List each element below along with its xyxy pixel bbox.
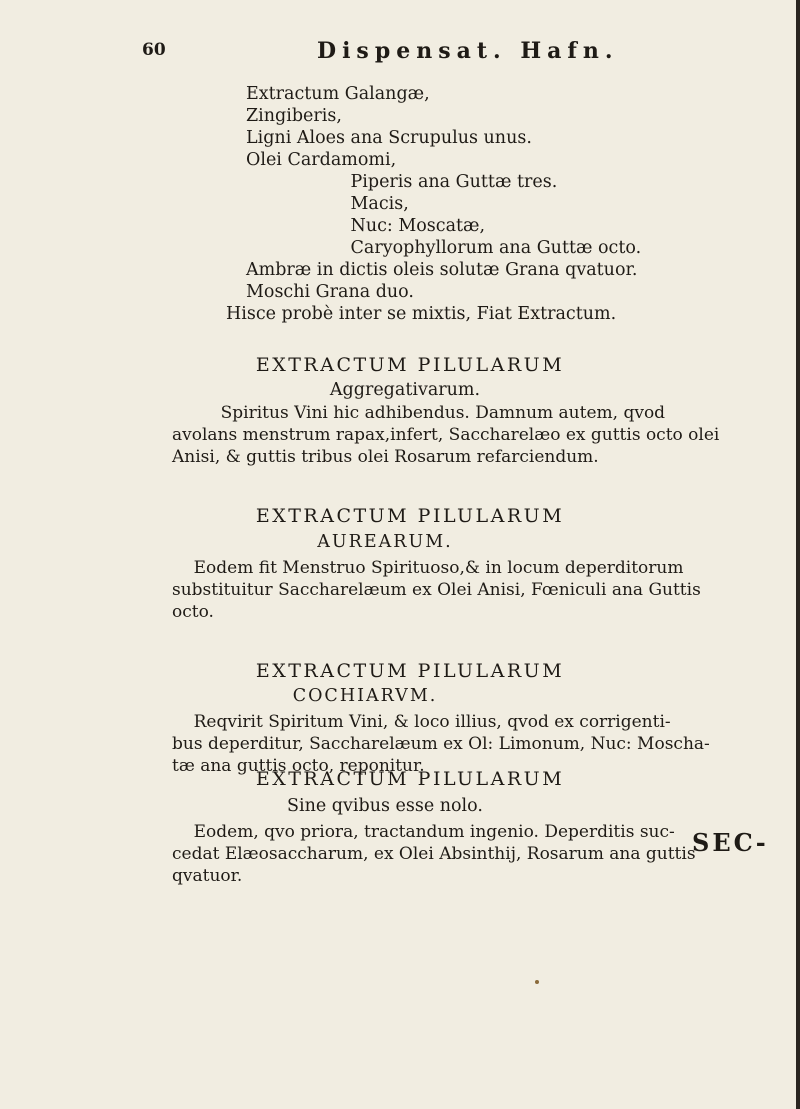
paragraph-line: bus deperditur, Saccharelæum ex Ol: Limonum, Nuc: Moscha- [172, 734, 710, 754]
section-title: EXTRACTUM PILULARUM [255, 768, 565, 790]
paragraph-line: Spiritus Vini hic adhibendus. Damnum autem, qvod [172, 403, 666, 423]
recipe-line: Zingiberis, [246, 106, 342, 126]
recipe-line: Olei Cardamomi, [246, 150, 397, 170]
recipe-line: Caryophyllorum ana Guttæ octo. [306, 238, 642, 258]
recipe-line: Extractum Galangæ, [246, 84, 430, 104]
recipe-line: Piperis ana Guttæ tres. [306, 172, 558, 192]
recipe-line: Moschi Grana duo. [246, 282, 414, 302]
catchword: SEC- [692, 828, 769, 857]
recipe-line: Macis, [306, 194, 409, 214]
page-header [142, 38, 702, 68]
section-subtitle: Sine qvibus esse nolo. [287, 796, 483, 816]
paragraph-line: Anisi, & guttis tribus olei Rosarum refarciendum. [172, 447, 599, 467]
recipe-line: Nuc: Moscatæ, [306, 216, 486, 236]
recipe-line: Ambræ in dictis oleis solutæ Grana qvatuor. [246, 260, 638, 280]
section-paragraph [172, 557, 717, 623]
paragraph-line: avolans menstrum rapax,infert, Saccharelæo ex guttis octo olei [172, 425, 720, 445]
paragraph-line: Eodem fit Menstruo Spirituoso,& in locum deperditorum [172, 558, 684, 578]
running-head: Dispensat. Hafn. [317, 38, 619, 64]
paragraph-line: qvatuor. [172, 866, 243, 886]
section-title: EXTRACTUM PILULARUM [255, 354, 565, 376]
recipe-line: Ligni Aloes ana Scrupulus unus. [246, 128, 532, 148]
paragraph-line: octo. [172, 602, 214, 622]
paragraph-line: cedat Elæosaccharum, ex Olei Absinthij, Rosarum ana guttis [172, 844, 696, 864]
section-paragraph [172, 821, 717, 887]
paragraph-line: substituitur Saccharelæum ex Olei Anisi, Fœniculi ana Guttis [172, 580, 701, 600]
section-subtitle: AUREARUM. [317, 532, 453, 552]
section-paragraph [172, 402, 720, 468]
paragraph-line: tæ ana guttis octo, reponitur. [172, 756, 425, 776]
section-subtitle: COCHIARVM. [292, 686, 438, 706]
section-title: EXTRACTUM PILULARUM [255, 660, 565, 682]
page-edge-shadow [796, 0, 800, 1109]
section-title: EXTRACTUM PILULARUM [255, 505, 565, 527]
page-number: 60 [142, 40, 166, 60]
paragraph-line: Reqvirit Spiritum Vini, & loco illius, qvod ex corrigenti- [172, 712, 671, 732]
section-subtitle: Aggregativarum. [329, 380, 481, 400]
recipe-ingredient-list [226, 83, 716, 325]
recipe-line: Hisce probè inter se mixtis, Fiat Extractum. [226, 304, 617, 324]
paragraph-line: Eodem, qvo priora, tractandum ingenio. Deperditis suc- [172, 822, 675, 842]
paper-stain-mark [535, 980, 539, 984]
